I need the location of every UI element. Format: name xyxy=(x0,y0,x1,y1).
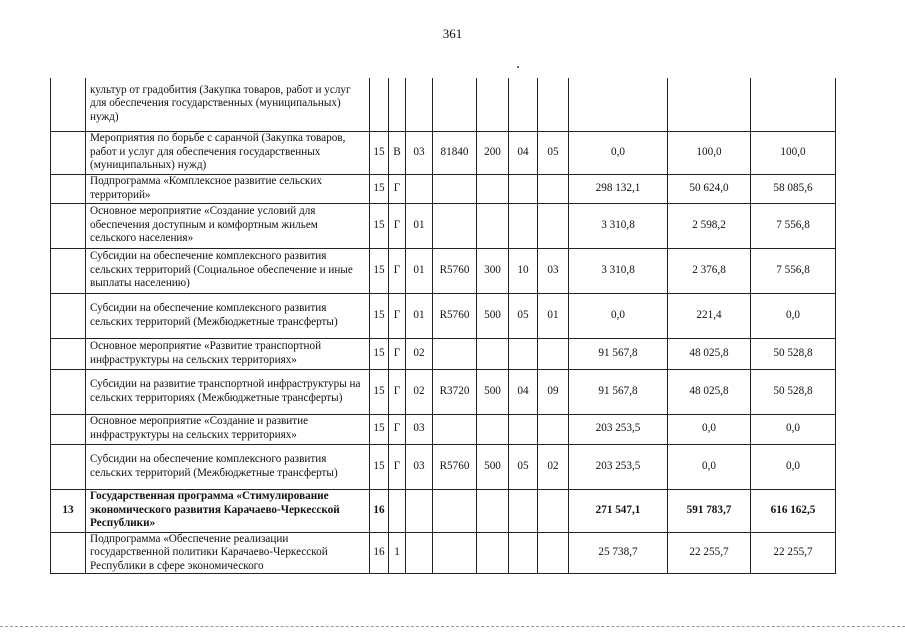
budget-table xyxy=(50,78,836,574)
code-direction-cell xyxy=(433,414,477,444)
code-expense-type-cell: 500 xyxy=(477,293,509,338)
value-year-1-cell: 25 738,7 xyxy=(569,532,668,574)
code-program-cell: 15 xyxy=(370,248,389,293)
value-year-1-cell: 91 567,8 xyxy=(569,338,668,369)
code-subprogram-cell: Г xyxy=(389,338,406,369)
code-program-cell: 15 xyxy=(370,203,389,248)
code-activity-cell: 01 xyxy=(406,203,433,248)
code-program-cell: 15 xyxy=(370,444,389,489)
code-section-cell: 04 xyxy=(509,131,538,174)
table-row xyxy=(51,489,836,532)
row-name-cell: Подпрограмма «Комплексное развитие сельских территорий» xyxy=(86,174,370,203)
code-direction-cell: R5760 xyxy=(433,293,477,338)
value-year-3-cell: 50 528,8 xyxy=(751,369,836,414)
code-activity-cell xyxy=(406,532,433,574)
code-subsection-cell: 09 xyxy=(538,369,569,414)
table-row xyxy=(51,444,836,489)
code-section-cell: 05 xyxy=(509,293,538,338)
code-expense-type-cell: 200 xyxy=(477,131,509,174)
value-year-2-cell: 221,4 xyxy=(668,293,751,338)
code-activity-cell xyxy=(406,174,433,203)
value-year-3-cell: 0,0 xyxy=(751,444,836,489)
code-direction-cell: R5760 xyxy=(433,248,477,293)
value-year-1-cell: 91 567,8 xyxy=(569,369,668,414)
code-subprogram-cell xyxy=(389,489,406,532)
code-direction-cell xyxy=(433,203,477,248)
code-subsection-cell xyxy=(538,338,569,369)
value-year-3-cell: 7 556,8 xyxy=(751,248,836,293)
code-activity-cell: 02 xyxy=(406,338,433,369)
value-year-1-cell: 203 253,5 xyxy=(569,444,668,489)
value-year-1-cell: 298 132,1 xyxy=(569,174,668,203)
row-number-cell xyxy=(51,78,86,131)
table-row xyxy=(51,293,836,338)
value-year-1-cell: 203 253,5 xyxy=(569,414,668,444)
page-number: 361 xyxy=(442,26,463,41)
table-row xyxy=(51,78,836,131)
code-program-cell: 15 xyxy=(370,293,389,338)
row-number-cell xyxy=(51,293,86,338)
code-program-cell: 16 xyxy=(370,489,389,532)
code-activity-cell: 02 xyxy=(406,369,433,414)
code-subprogram-cell xyxy=(389,78,406,131)
table-row xyxy=(51,174,836,203)
code-section-cell xyxy=(509,414,538,444)
code-direction-cell xyxy=(433,78,477,131)
code-section-cell xyxy=(509,174,538,203)
code-program-cell: 15 xyxy=(370,414,389,444)
row-name-cell: Государственная программа «Стимулирование экономического развития Карачаево-Черкесской Республики» xyxy=(86,489,370,532)
value-year-2-cell: 0,0 xyxy=(668,414,751,444)
code-direction-cell: R3720 xyxy=(433,369,477,414)
code-direction-cell: R5760 xyxy=(433,444,477,489)
code-expense-type-cell: 500 xyxy=(477,444,509,489)
code-subsection-cell: 02 xyxy=(538,444,569,489)
value-year-1-cell xyxy=(569,78,668,131)
row-number-cell xyxy=(51,203,86,248)
table-row xyxy=(51,532,836,574)
code-direction-cell: 81840 xyxy=(433,131,477,174)
code-direction-cell xyxy=(433,174,477,203)
code-program-cell: 15 xyxy=(370,369,389,414)
row-number-cell xyxy=(51,338,86,369)
code-expense-type-cell xyxy=(477,338,509,369)
row-name-cell: Мероприятия по борьбе с саранчой (Закупка товаров, работ и услуг для обеспечения государственных (муниципальных) нужд) xyxy=(86,131,370,174)
code-expense-type-cell xyxy=(477,414,509,444)
code-section-cell: 04 xyxy=(509,369,538,414)
code-activity-cell xyxy=(406,78,433,131)
value-year-1-cell: 0,0 xyxy=(569,293,668,338)
code-activity-cell: 03 xyxy=(406,414,433,444)
code-subsection-cell: 01 xyxy=(538,293,569,338)
code-activity-cell: 03 xyxy=(406,444,433,489)
row-number-cell xyxy=(51,131,86,174)
code-subprogram-cell: Г xyxy=(389,174,406,203)
code-expense-type-cell: 300 xyxy=(477,248,509,293)
code-section-cell xyxy=(509,78,538,131)
value-year-2-cell xyxy=(668,78,751,131)
row-name-cell: культур от градобития (Закупка товаров, работ и услуг для обеспечения государственных (муниципальных) нужд) xyxy=(86,78,370,131)
value-year-3-cell: 50 528,8 xyxy=(751,338,836,369)
code-section-cell: 10 xyxy=(509,248,538,293)
value-year-2-cell: 2 376,8 xyxy=(668,248,751,293)
row-name-cell: Основное мероприятие «Развитие транспортной инфраструктуры на сельских территориях» xyxy=(86,338,370,369)
code-subprogram-cell: Г xyxy=(389,293,406,338)
code-expense-type-cell xyxy=(477,489,509,532)
code-subprogram-cell: В xyxy=(389,131,406,174)
value-year-3-cell: 58 085,6 xyxy=(751,174,836,203)
value-year-3-cell: 0,0 xyxy=(751,293,836,338)
code-program-cell: 16 xyxy=(370,532,389,574)
table-row xyxy=(51,338,836,369)
value-year-1-cell: 0,0 xyxy=(569,131,668,174)
code-direction-cell xyxy=(433,532,477,574)
code-expense-type-cell xyxy=(477,532,509,574)
code-section-cell xyxy=(509,489,538,532)
row-number-cell xyxy=(51,444,86,489)
row-number-cell xyxy=(51,248,86,293)
value-year-3-cell: 100,0 xyxy=(751,131,836,174)
code-subprogram-cell: Г xyxy=(389,414,406,444)
code-expense-type-cell xyxy=(477,203,509,248)
table-row xyxy=(51,414,836,444)
code-program-cell xyxy=(370,78,389,131)
value-year-3-cell: 7 556,8 xyxy=(751,203,836,248)
code-subsection-cell xyxy=(538,203,569,248)
code-direction-cell xyxy=(433,489,477,532)
row-number-cell xyxy=(51,532,86,574)
table-body xyxy=(51,78,836,574)
value-year-2-cell: 48 025,8 xyxy=(668,369,751,414)
table-row xyxy=(51,131,836,174)
row-name-cell: Субсидии на обеспечение комплексного развития сельских территорий (Межбюджетные трансферты) xyxy=(86,293,370,338)
row-number-cell xyxy=(51,414,86,444)
code-activity-cell: 01 xyxy=(406,248,433,293)
code-activity-cell xyxy=(406,489,433,532)
code-direction-cell xyxy=(433,338,477,369)
value-year-2-cell: 22 255,7 xyxy=(668,532,751,574)
code-subsection-cell xyxy=(538,414,569,444)
code-subsection-cell xyxy=(538,489,569,532)
code-subprogram-cell: Г xyxy=(389,203,406,248)
row-name-cell: Подпрограмма «Обеспечение реализации государственной политики Карачаево-Черкесской Республики в сфере экономического xyxy=(86,532,370,574)
code-subsection-cell: 05 xyxy=(538,131,569,174)
code-expense-type-cell: 500 xyxy=(477,369,509,414)
value-year-2-cell: 2 598,2 xyxy=(668,203,751,248)
value-year-2-cell: 591 783,7 xyxy=(668,489,751,532)
value-year-1-cell: 3 310,8 xyxy=(569,203,668,248)
value-year-3-cell: 616 162,5 xyxy=(751,489,836,532)
code-subprogram-cell: Г xyxy=(389,248,406,293)
table-row xyxy=(51,248,836,293)
row-name-cell: Основное мероприятие «Создание и развитие инфраструктуры на сельских территориях» xyxy=(86,414,370,444)
code-program-cell: 15 xyxy=(370,338,389,369)
code-expense-type-cell xyxy=(477,78,509,131)
row-number-cell xyxy=(51,369,86,414)
code-activity-cell: 03 xyxy=(406,131,433,174)
code-subsection-cell xyxy=(538,174,569,203)
value-year-2-cell: 100,0 xyxy=(668,131,751,174)
value-year-3-cell xyxy=(751,78,836,131)
row-name-cell: Субсидии на обеспечение комплексного развития сельских территорий (Социальное обеспечение и иные выплаты населению) xyxy=(86,248,370,293)
value-year-2-cell: 50 624,0 xyxy=(668,174,751,203)
scan-speck xyxy=(517,66,519,68)
code-program-cell: 15 xyxy=(370,131,389,174)
code-program-cell: 15 xyxy=(370,174,389,203)
value-year-2-cell: 0,0 xyxy=(668,444,751,489)
value-year-1-cell: 3 310,8 xyxy=(569,248,668,293)
code-subsection-cell xyxy=(538,532,569,574)
table-row xyxy=(51,203,836,248)
code-subprogram-cell: Г xyxy=(389,444,406,489)
row-number-cell xyxy=(51,174,86,203)
code-section-cell xyxy=(509,338,538,369)
row-name-cell: Субсидии на развитие транспортной инфраструктуры на сельских территориях (Межбюджетные трансферты) xyxy=(86,369,370,414)
row-name-cell: Субсидии на обеспечение комплексного развития сельских территорий (Межбюджетные трансферты) xyxy=(86,444,370,489)
code-activity-cell: 01 xyxy=(406,293,433,338)
code-subprogram-cell: Г xyxy=(389,369,406,414)
code-subprogram-cell: 1 xyxy=(389,532,406,574)
value-year-1-cell: 271 547,1 xyxy=(569,489,668,532)
code-section-cell: 05 xyxy=(509,444,538,489)
value-year-3-cell: 22 255,7 xyxy=(751,532,836,574)
row-name-cell: Основное мероприятие «Создание условий для обеспечения доступным и комфортным жильем сельского населения» xyxy=(86,203,370,248)
table-row xyxy=(51,369,836,414)
code-subsection-cell: 03 xyxy=(538,248,569,293)
value-year-3-cell: 0,0 xyxy=(751,414,836,444)
value-year-2-cell: 48 025,8 xyxy=(668,338,751,369)
code-section-cell xyxy=(509,203,538,248)
code-subsection-cell xyxy=(538,78,569,131)
page-bottom-edge xyxy=(0,626,905,627)
row-number-cell: 13 xyxy=(51,489,86,532)
code-section-cell xyxy=(509,532,538,574)
code-expense-type-cell xyxy=(477,174,509,203)
